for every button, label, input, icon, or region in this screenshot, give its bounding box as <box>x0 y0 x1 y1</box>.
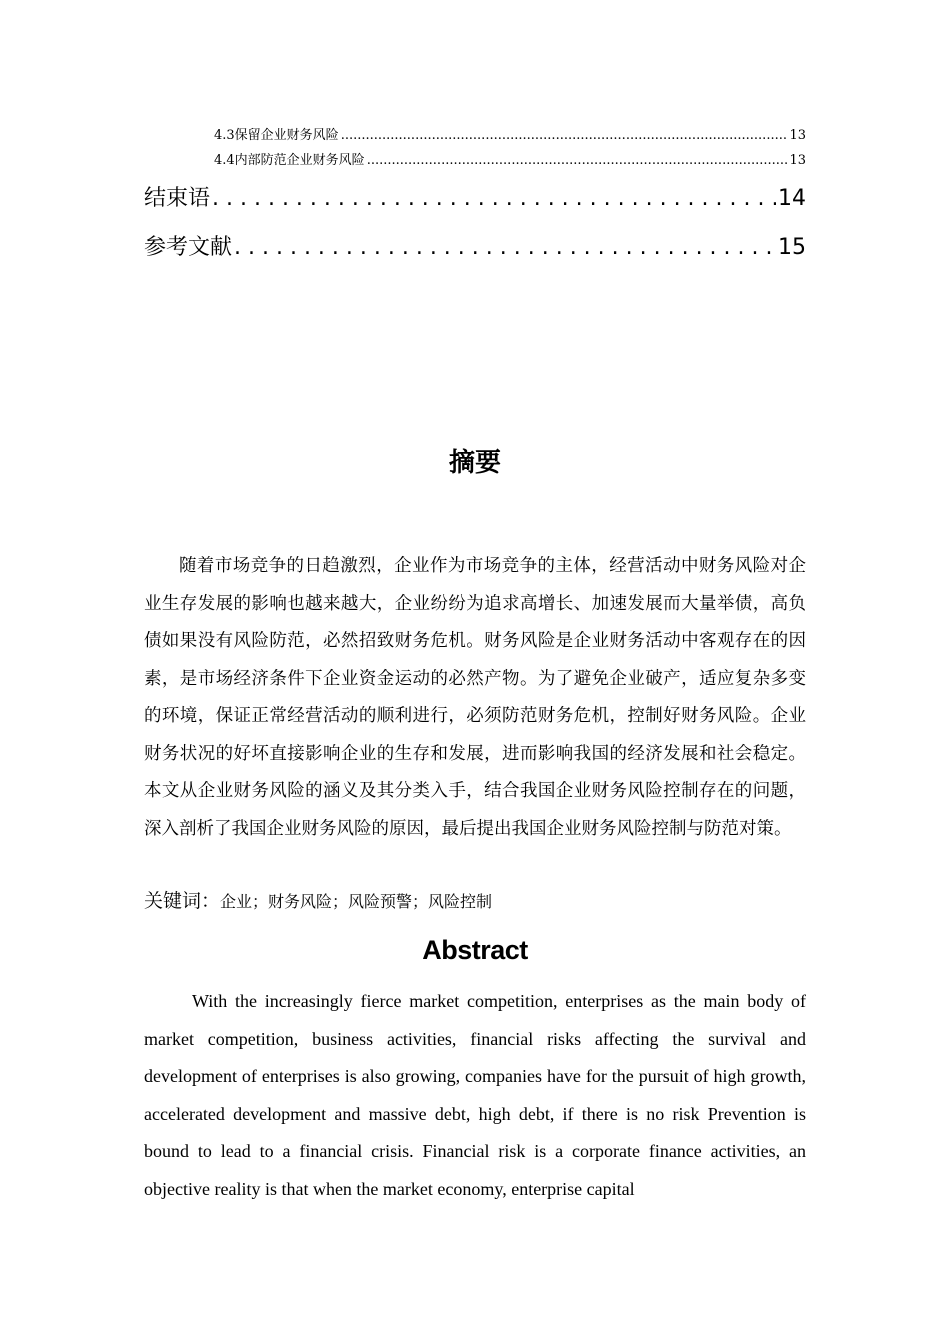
toc-dot-leader <box>341 128 788 144</box>
toc-entry-conclusion[interactable] <box>144 184 806 214</box>
toc-entry-title: 参考文献 <box>144 235 233 260</box>
toc-entry-4-4[interactable] <box>214 153 806 169</box>
toc-entry-4-3[interactable] <box>214 128 806 144</box>
abstract-en-body: With the increasingly fierce market competition, enterprises as the main body of market competition, business activities, financial risks affecting the survival and development of enterprises is also growing, companies have for the pursuit of high growth, accelerated development and massive debt, high debt, if there is no risk Prevention is bound to lead to a financial crisis. Financial risk is a corporate finance activities, an objective reality is that when the market economy, enterprise capital <box>144 991 806 1199</box>
abstract-cn-body: 随着市场竞争的日趋激烈，企业作为市场竞争的主体，经营活动中财务风险对企业生存发展的影响也越来越大，企业纷纷为追求高增长、加速发展而大量举债，高负债如果没有风险防范，必然招致财务危机。财务风险是企业财务活动中客观存在的因素，是市场经济条件下企业资金运动的必然产物。为了避免企业破产，适应复杂多变的环境，保证正常经营活动的顺利进行，必须防范财务危机，控制好财务风险。企业财务状况的好坏直接影响企业的生存和发展，进而影响我国的经济发展和社会稳定。本文从企业财务风险的涵义及其分类入手，结合我国企业财务风险控制存在的问题，深入剖析了我国企业财务风险的原因，最后提出我国企业财务风险控制与防范对策。 <box>144 556 806 839</box>
toc-entry-page: 14 <box>778 186 806 211</box>
toc-entry-title: 结束语 <box>144 186 211 211</box>
toc-entry-page: 13 <box>789 128 806 143</box>
keywords-label: 关键词： <box>144 890 221 912</box>
toc-entry-references[interactable] <box>144 233 806 263</box>
keywords-text: 企业；财务风险；风险预警；风险控制 <box>220 892 493 911</box>
toc-dot-leader <box>367 153 788 169</box>
toc-dot-leader <box>234 233 776 263</box>
toc-dot-leader <box>212 184 776 214</box>
toc-entry-page: 13 <box>789 153 806 168</box>
toc-entry-title: 4.3保留企业财务风险 <box>214 128 339 143</box>
abstract-cn-heading: 摘要 <box>448 448 501 478</box>
abstract-en-heading: Abstract <box>422 935 528 965</box>
toc-entry-page: 15 <box>778 235 806 260</box>
toc-entry-title: 4.4内部防范企业财务风险 <box>214 153 365 168</box>
keywords-line <box>144 886 806 917</box>
